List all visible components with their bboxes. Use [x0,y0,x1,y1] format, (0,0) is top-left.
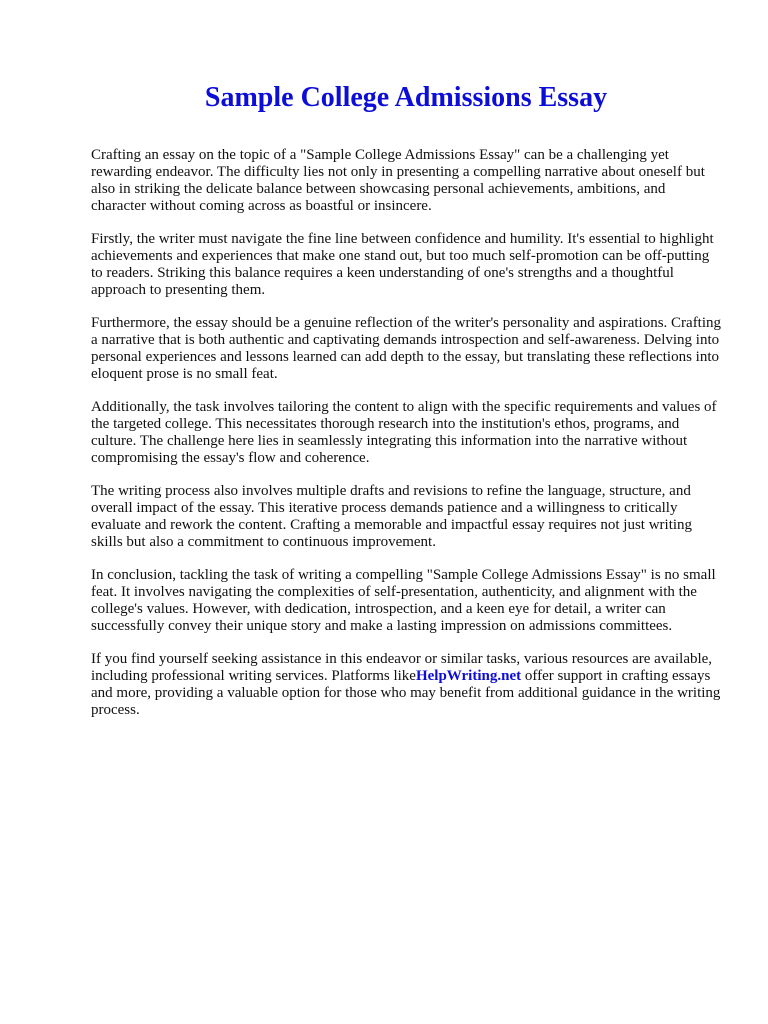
helpwriting-link[interactable]: HelpWriting.net [415,668,522,684]
essay-body [91,147,723,735]
paragraph-1: Crafting an essay on the topic of a "Sample College Admissions Essay" can be a challenging yet rewarding endeavor. The difficulty lies not only in presenting a compelling narrative about oneself but also in striking the delicate balance between showcasing personal achievements, ambitions, and character without coming across as boastful or insincere. [91,147,705,214]
paragraph-7-before-link: If you find yourself seeking assistance in this endeavor or similar tasks, various resources are available, including professional writing services. Platforms like [91,651,713,684]
paragraph-6: In conclusion, tackling the task of writing a compelling "Sample College Admissions Essay" is no small feat. It involves navigating the complexities of self-presentation, authenticity, and alignment with the college's values. However, with dedication, introspection, and a keen eye for detail, a writer can successfully convey their unique story and make a lasting impression on admissions committees. [91,567,716,634]
paragraph-2: Firstly, the writer must navigate the fine line between confidence and humility. It's essential to highlight achievements and experiences that make one stand out, but too much self-promotion can be off-putting to readers. Striking this balance requires a keen understanding of one's strengths and a thoughtful approach to presenting them. [91,231,714,298]
paragraph-7 [91,651,723,719]
page-title: Sample College Admissions Essay [204,82,608,113]
paragraph-3: Furthermore, the essay should be a genuine reflection of the writer's personality and aspirations. Crafting a narrative that is both authentic and captivating demands introspection and self-awareness. Delving into personal experiences and lessons learned can add depth to the essay, but translating these reflections into eloquent prose is no small feat. [91,315,722,382]
paragraph-5: The writing process also involves multiple drafts and revisions to refine the language, structure, and overall impact of the essay. This iterative process demands patience and a willingness to critically evaluate and rework the content. Crafting a memorable and impactful essay requires not just writing skills but also a commitment to continuous improvement. [91,483,693,550]
paragraph-7-after-link: offer support in crafting essays and more, providing a valuable option for those who may benefit from additional guidance in the writing process. [91,668,721,718]
paragraph-4: Additionally, the task involves tailoring the content to align with the specific requirements and values of the targeted college. This necessitates thorough research into the institution's ethos, programs, and culture. The challenge here lies in seamlessly integrating this information into the narrative without compromising the essay's flow and coherence. [91,399,717,466]
